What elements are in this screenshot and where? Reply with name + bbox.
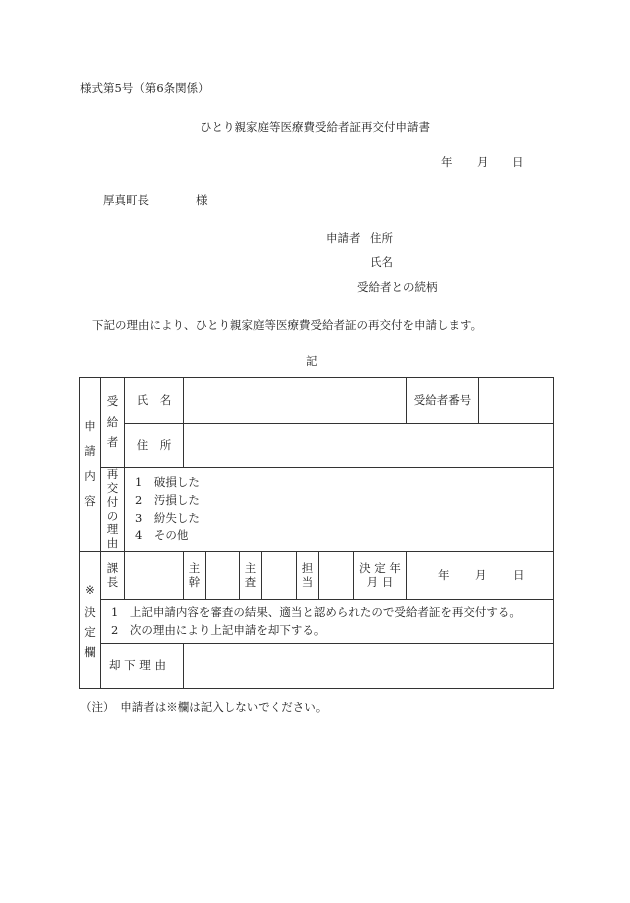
stamp-label-kacho: 課 長 <box>101 552 125 600</box>
stamp-label-shukan: 主 幹 <box>184 552 206 600</box>
date-day-label: 日 <box>512 155 524 169</box>
note: （注） 申請者は※欄は記入しないでください。 <box>80 700 328 714</box>
stamp-box-tanto[interactable] <box>319 552 354 600</box>
address-label: 住 所 <box>125 424 184 468</box>
stamp-label-shusa: 主 査 <box>240 552 262 600</box>
recipient-label: 受 給 者 <box>101 378 125 468</box>
application-statement: 下記の理由により、ひとり親家庭等医療費受給者証の再交付を申請します。 <box>92 318 483 332</box>
decision-option[interactable]: 1 上記申請内容を審査の結果、適当と認められたので受給者証を再交付する。 <box>111 604 521 619</box>
decision-date-month: 月 <box>475 568 487 582</box>
applicant-label: 申請者 <box>326 231 361 245</box>
applicant-name-label: 氏名 <box>370 255 393 269</box>
section-application-label: 申 請 内 容 <box>80 378 101 552</box>
stamp-box-shusa[interactable] <box>262 552 297 600</box>
application-table <box>79 377 554 689</box>
ki-heading: 記 <box>306 354 318 368</box>
rejection-reason-label: 却 下 理 由 <box>101 644 184 689</box>
addressee-office: 厚真町長 <box>103 193 149 207</box>
date-month-label: 月 <box>477 155 489 169</box>
address-field[interactable] <box>184 424 554 468</box>
document-title: ひとり親家庭等医療費受給者証再交付申請書 <box>200 120 430 134</box>
stamp-box-kacho[interactable] <box>125 552 184 600</box>
applicant-relation-label: 受給者との続柄 <box>357 280 438 294</box>
reason-option[interactable]: 1 破損した <box>135 474 200 489</box>
stamp-label-tanto: 担 当 <box>297 552 319 600</box>
decision-option[interactable]: 2 次の理由により上記申請を却下する。 <box>111 622 326 637</box>
recipient-number-field[interactable] <box>479 378 554 424</box>
reason-option[interactable]: 3 紛失した <box>135 510 200 525</box>
decision-date-label: 決 定 年 月 日 <box>354 552 407 600</box>
reason-options <box>125 468 554 552</box>
reason-option[interactable]: 4 その他 <box>135 528 189 543</box>
recipient-number-label: 受給者番号 <box>407 378 479 424</box>
rejection-reason-field[interactable] <box>184 644 554 689</box>
applicant-address-label: 住所 <box>370 231 393 245</box>
name-label: 氏 名 <box>125 378 184 424</box>
addressee-honorific: 様 <box>196 193 208 207</box>
reason-option[interactable]: 2 汚損した <box>135 492 200 507</box>
section-decision-label: ※ 決 定 欄 <box>80 552 101 689</box>
decision-date-day: 日 <box>513 568 525 582</box>
form-number: 様式第5号（第6条関係） <box>80 81 210 95</box>
date-year-label: 年 <box>441 155 453 169</box>
reason-label: 再 交 付 の 理 由 <box>101 468 125 552</box>
stamp-box-shukan[interactable] <box>206 552 240 600</box>
decision-date-year: 年 <box>438 568 450 582</box>
name-field[interactable] <box>184 378 407 424</box>
decision-date-field[interactable] <box>407 552 554 600</box>
decision-options <box>101 600 554 644</box>
